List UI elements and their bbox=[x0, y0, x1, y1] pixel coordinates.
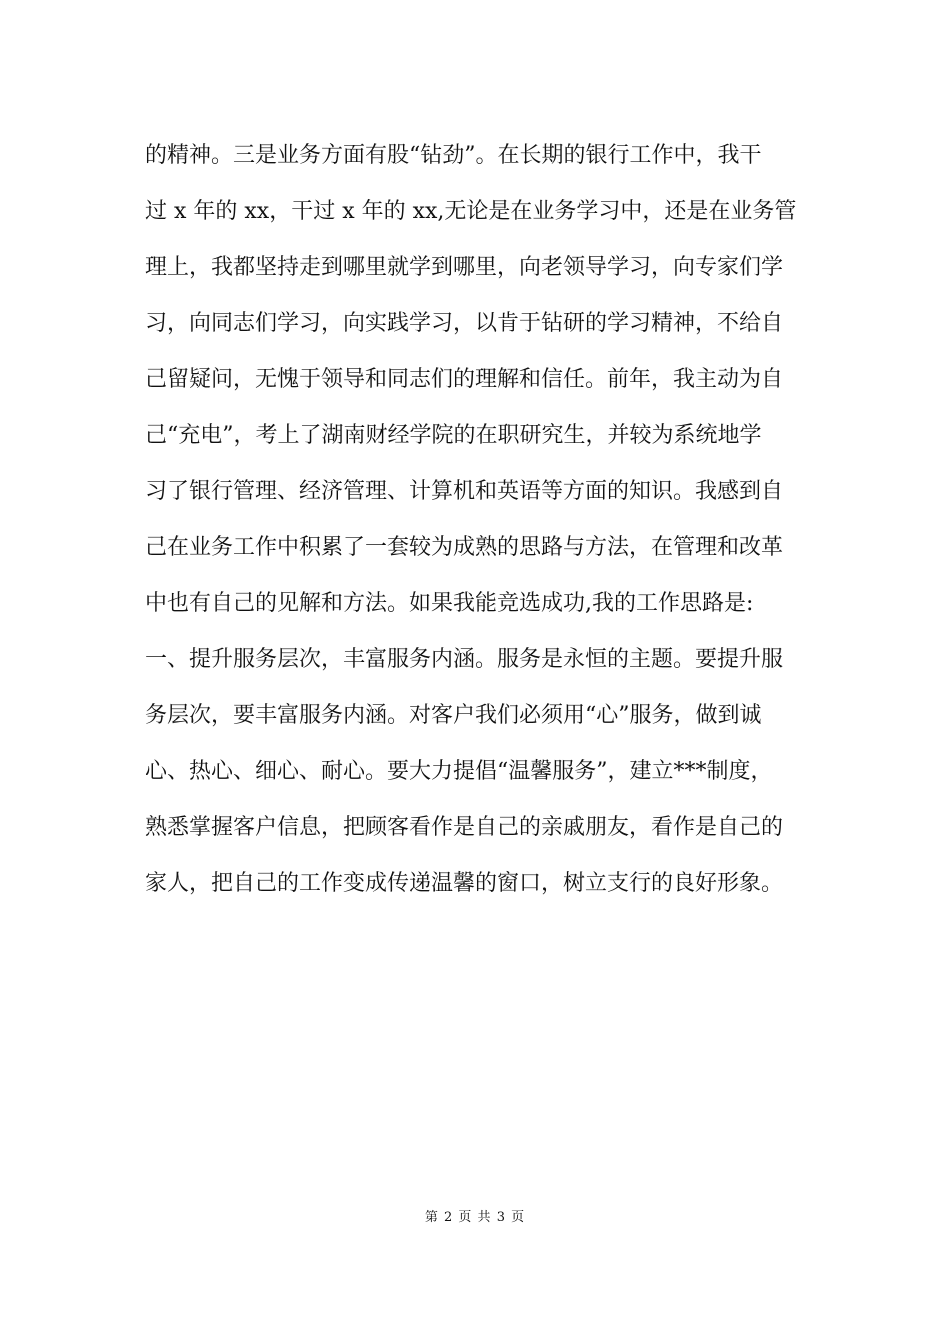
text-line: 熟悉掌握客户信息，把顾客看作是自己的亲戚朋友，看作是自己的 bbox=[145, 815, 784, 840]
text-line: 己“充电”，考上了湖南财经学院的在职研究生，并较为系统地学 bbox=[145, 423, 762, 448]
text-line: 家人，把自己的工作变成传递温馨的窗口，树立支行的良好形象。 bbox=[145, 871, 784, 896]
page-number-footer: 第 2 页 共 3 页 bbox=[424, 1210, 526, 1225]
text-line: 过 x 年的 xx，干过 x 年的 xx,无论是在业务学习中，还是在业务管 bbox=[145, 199, 797, 224]
text-line: 的精神。三是业务方面有股“钻劲”。在长期的银行工作中，我干 bbox=[145, 143, 762, 168]
text-line: 一、提升服务层次，丰富服务内涵。服务是永恒的主题。要提升服 bbox=[145, 647, 784, 672]
text-line: 己在业务工作中积累了一套较为成熟的思路与方法，在管理和改革 bbox=[145, 535, 784, 560]
body-text bbox=[145, 128, 810, 912]
text-line: 务层次，要丰富服务内涵。对客户我们必须用“心”服务，做到诚 bbox=[145, 703, 762, 728]
text-line: 中也有自己的见解和方法。如果我能竞选成功,我的工作思路是: bbox=[145, 591, 754, 616]
text-line: 习，向同志们学习，向实践学习，以肯于钻研的学习精神，不给自 bbox=[145, 311, 784, 336]
text-line: 心、热心、细心、耐心。要大力提倡“温馨服务”，建立***制度， bbox=[145, 759, 773, 784]
text-line: 己留疑问，无愧于领导和同志们的理解和信任。前年，我主动为自 bbox=[145, 367, 784, 392]
text-line: 习了银行管理、经济管理、计算机和英语等方面的知识。我感到自 bbox=[145, 479, 784, 504]
text-line: 理上，我都坚持走到哪里就学到哪里，向老领导学习，向专家们学 bbox=[145, 255, 784, 280]
